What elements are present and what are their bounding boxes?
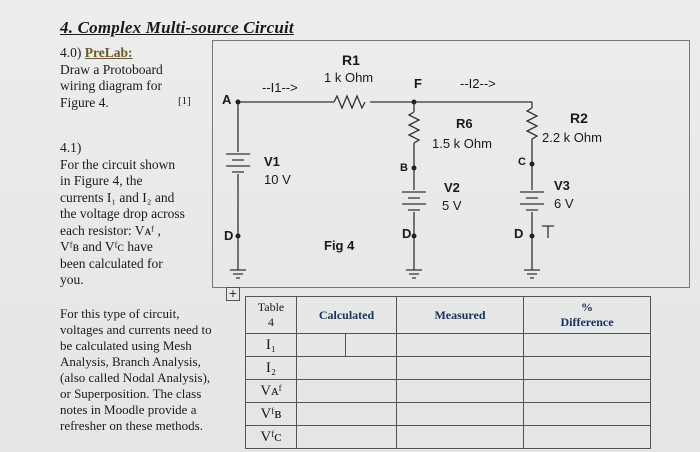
table-label: Table [257,300,285,314]
part41-line: in Figure 4, the [60,173,143,188]
calculated-cell[interactable] [297,426,397,449]
methods-line: be calculated using Mesh [60,338,192,353]
circuit-diagram [212,40,690,288]
node-d-label: D [514,226,524,241]
measured-cell[interactable] [397,426,524,449]
difference-header-label: Difference [560,315,614,329]
methods-line: For this type of circuit, [60,306,180,321]
methods-line: (also called Nodal Analysis), [60,370,211,385]
row-label-i1: I₁ [246,334,297,357]
difference-header-symbol: % [581,300,593,314]
calculated-cell[interactable] [297,357,397,380]
difference-cell[interactable] [524,403,651,426]
part41-line: For the circuit shown [60,156,176,172]
part41-line: currents I₁ and I₂ and [60,189,175,205]
part41-block [60,140,185,289]
measured-cell[interactable] [397,403,524,426]
difference-cell[interactable] [524,380,651,403]
table-number: 4 [268,315,274,329]
figure-caption: Fig 4 [324,238,355,253]
table-row [246,380,651,403]
circuit-schematic [212,40,690,288]
calculated-cell[interactable] [297,403,397,426]
methods-line: voltages and currents need to [60,322,212,337]
r2-name: R2 [570,110,588,126]
measured-cell[interactable] [397,357,524,380]
node-d-label: D [224,228,234,243]
part41-line: the voltage drop across [60,206,185,221]
difference-cell[interactable] [524,426,651,449]
r2-value: 2.2 k Ohm [542,130,602,145]
node-a-label: A [222,92,232,107]
v2-name: V2 [444,180,460,195]
difference-header [524,297,651,334]
node-b-label: B [400,162,408,174]
table-row [246,426,651,449]
part41-line: Vᶠʙ and Vᶠᴄ have [60,239,153,254]
current-i1-label: --I1--> [262,80,298,95]
measured-cell[interactable] [397,380,524,403]
node-c-label: C [518,156,526,168]
table-row [246,403,651,426]
part41-number: 4.1) [60,140,82,155]
calculated-header: Calculated [297,297,397,334]
v2-value: 5 V [442,198,462,213]
prelab-heading: PreLab: [84,45,133,60]
v1-value: 10 V [264,172,291,187]
section-title: 4. Complex Multi-source Circuit [60,18,294,37]
difference-cell[interactable] [524,357,651,380]
current-i2-label: --I2--> [460,76,496,91]
v3-name: V3 [554,178,570,193]
part41-line: each resistor: Vᴀᶠ , [60,222,161,238]
row-label-i2: I₂ [246,357,297,380]
methods-line: notes in Moodle provide a [60,402,197,417]
prelab-marks: [1] [178,95,191,107]
calculated-cell[interactable] [297,334,346,357]
measured-cell[interactable] [397,334,524,357]
part41-line: you. [60,272,84,287]
row-label-vfc: Vᶠᴄ [246,426,297,449]
row-label-vfb: Vᶠʙ [246,403,297,426]
prelab-line: Draw a Protoboard [60,61,163,77]
table-header-row [246,297,651,334]
methods-line: refresher on these methods. [60,418,203,433]
methods-line: Analysis, Branch Analysis, [60,354,201,369]
difference-cell[interactable] [524,334,651,357]
prelab-number: 4.0) [60,45,82,60]
prelab-line: Figure 4. [60,94,109,110]
part41-line: been calculated for [60,255,163,271]
results-table [245,296,651,449]
table-row [246,334,651,357]
v1-name: V1 [264,154,280,169]
methods-line: or Superposition. The class [60,386,202,401]
methods-note [60,306,212,434]
table-row [246,357,651,380]
calculated-cell[interactable] [346,334,397,357]
node-f-label: F [414,76,422,91]
table-move-handle-icon[interactable]: + [226,287,240,301]
node-d-label: D [402,226,412,241]
prelab-line: wiring diagram for [60,78,162,93]
prelab-heading-line [60,45,163,62]
r6-value: 1.5 k Ohm [432,136,492,151]
r1-value: 1 k Ohm [324,70,374,85]
r1-name: R1 [342,52,360,68]
calculated-cell[interactable] [297,380,397,403]
table-label-cell [246,297,297,334]
r6-name: R6 [456,116,473,131]
row-label-vaf: Vᴀᶠ [246,380,297,403]
v3-value: 6 V [554,196,574,211]
prelab-block [60,45,163,111]
measured-header: Measured [397,297,524,334]
